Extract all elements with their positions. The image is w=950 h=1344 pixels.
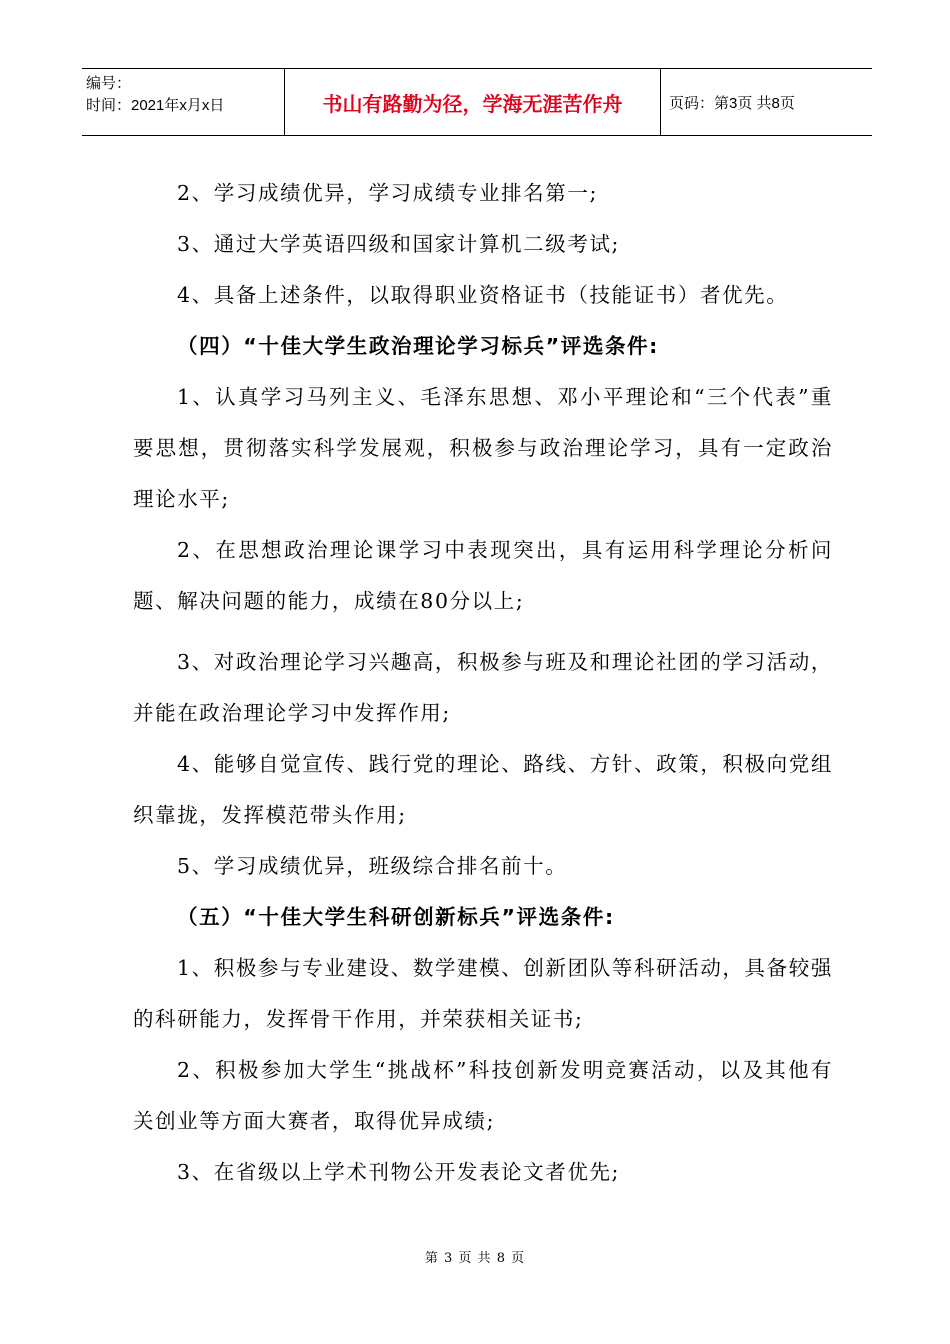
paragraph: 3、通过大学英语四级和国家计算机二级考试; <box>177 232 621 256</box>
paragraph: 2、在思想政治理论课学习中表现突出，具有运用科学理论分析问题、解决问题的能力，成绩在80分以上; <box>133 538 833 613</box>
paragraph: 3、在省级以上学术刊物公开发表论文者优先; <box>177 1160 621 1184</box>
paragraph: 4、具备上述条件，以取得职业资格证书（技能证书）者优先。 <box>177 283 789 307</box>
section-heading: （四）“十佳大学生政治理论学习标兵”评选条件: <box>177 334 659 358</box>
paragraph: 3、对政治理论学习兴趣高，积极参与班及和理论社团的学习活动，并能在政治理论学习中发挥作用; <box>133 650 833 725</box>
header-motto-cell <box>285 69 661 135</box>
header-page-cell <box>661 69 872 135</box>
paragraph: 1、积极参与专业建设、数学建模、创新团队等科研活动，具备较强的科研能力，发挥骨干作用，并荣获相关证书; <box>133 956 833 1031</box>
time-label: 时间：2021年x月x日 <box>86 97 225 114</box>
page-info: 页码：第3页 共8页 <box>669 94 795 112</box>
paragraph: 2、学习成绩优异，学习成绩专业排名第一; <box>177 181 598 205</box>
section-heading: （五）“十佳大学生科研创新标兵”评选条件: <box>177 905 615 929</box>
document-body <box>133 168 833 1198</box>
paragraph: 4、能够自觉宣传、践行党的理论、路线、方针、政策，积极向党组织靠拢，发挥模范带头作用; <box>133 752 833 827</box>
paragraph: 2、积极参加大学生“挑战杯”科技创新发明竞赛活动，以及其他有关创业等方面大赛者，取得优异成绩; <box>133 1058 833 1133</box>
number-label: 编号： <box>86 75 132 92</box>
header-meta-cell <box>82 69 285 135</box>
header-table <box>82 68 872 136</box>
motto-text: 书山有路勤为径，学海无涯苦作舟 <box>322 91 623 116</box>
paragraph: 1、认真学习马列主义、毛泽东思想、邓小平理论和“三个代表”重要思想，贯彻落实科学发展观，积极参与政治理论学习，具有一定政治理论水平; <box>133 385 833 511</box>
paragraph: 5、学习成绩优异，班级综合排名前十。 <box>177 854 568 878</box>
page-footer: 第 3 页 共 8 页 <box>424 1251 526 1266</box>
